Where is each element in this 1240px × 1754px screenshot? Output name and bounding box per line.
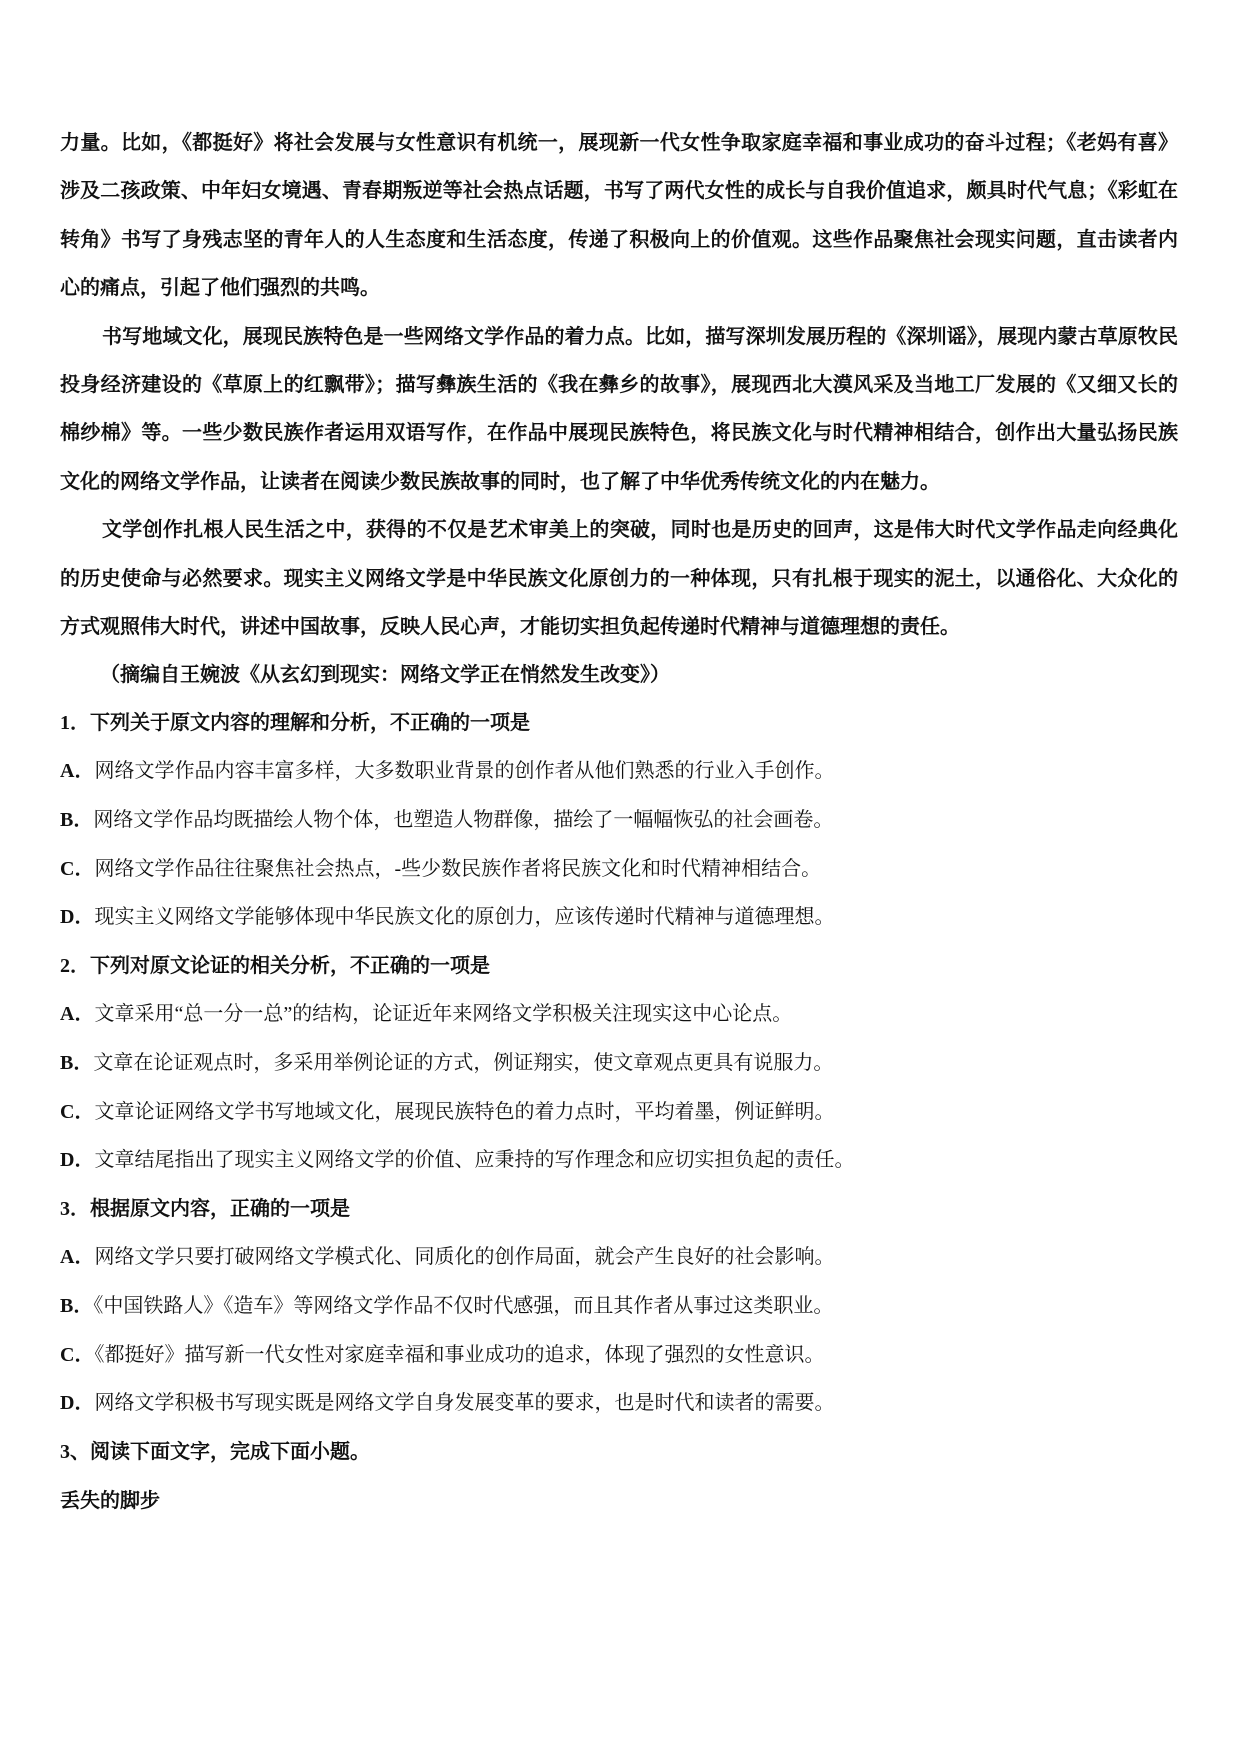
option-letter: A． <box>60 1003 95 1026</box>
option-text: 网络文学作品均既描绘人物个体，也塑造人物群像，描绘了一幅幅恢弘的社会画卷。 <box>93 809 834 832</box>
option-letter: B． <box>60 1295 94 1317</box>
answer-option[interactable] <box>60 1136 1178 1185</box>
passage-source: （摘编自王婉波《从玄幻到现实：网络文学正在悄然发生改变》） <box>100 662 670 687</box>
option-letter: B． <box>60 1052 94 1075</box>
answer-option[interactable] <box>60 747 1178 796</box>
option-letter: C． <box>60 857 95 880</box>
option-text: 网络文学作品内容丰富多样，大多数职业背景的创作者从他们熟悉的行业入手创作。 <box>94 760 835 783</box>
question-stem <box>60 942 1178 991</box>
option-text: 文章在论证观点时，多采用举例论证的方式，例证翔实，使文章观点更具有说服力。 <box>93 1052 834 1075</box>
question-1 <box>60 699 1178 942</box>
question-stem <box>60 699 1178 748</box>
option-letter: A． <box>60 760 95 783</box>
option-text: 现实主义网络文学能够体现中华民族文化的原创力，应该传递时代精神与道德理想。 <box>94 906 835 929</box>
option-text: 文章论证网络文学书写地域文化，展现民族特色的着力点时，平均着墨，例证鲜明。 <box>94 1100 835 1123</box>
option-text: 网络文学只要打破网络文学模式化、同质化的创作局面，就会产生良好的社会影响。 <box>94 1246 835 1269</box>
option-text: 文章结尾指出了现实主义网络文学的价值、应秉持的写作理念和应切实担负起的责任。 <box>94 1149 855 1172</box>
question-3 <box>60 1185 1178 1428</box>
answer-option[interactable] <box>60 796 1178 845</box>
question-number: 3． <box>60 1197 90 1220</box>
passage-paragraph: 文学创作扎根人民生活之中，获得的不仅是艺术审美上的突破，同时也是历史的回声，这是伟大时代文学作品走向经典化的历史使命与必然要求。现实主义网络文学是中华民族文化原创力的一种体现，只有扎根于现实的泥土，以通俗化、大众化的方式观照伟大时代，讲述中国故事，反映人民心声，才能切实担负起传递时代精神与道德理想的责任。 <box>60 517 1178 639</box>
option-letter: A． <box>60 1246 95 1269</box>
answer-option[interactable] <box>60 1379 1178 1428</box>
option-letter: D． <box>60 906 95 929</box>
option-letter: D． <box>60 1392 95 1415</box>
section-instruction: 3、阅读下面文字，完成下面小题。 <box>60 1440 370 1463</box>
question-2 <box>60 942 1178 1185</box>
option-text: 网络文学作品往往聚焦社会热点，-些少数民族作者将民族文化和时代精神相结合。 <box>94 857 822 880</box>
option-letter: B． <box>60 809 94 832</box>
option-letter: C． <box>60 1343 95 1366</box>
answer-option[interactable] <box>60 990 1178 1039</box>
question-text: 下列对原文论证的相关分析，不正确的一项是 <box>90 954 490 977</box>
question-text: 下列关于原文内容的理解和分析，不正确的一项是 <box>90 711 530 734</box>
section-3 <box>60 1428 1178 1525</box>
answer-option[interactable] <box>60 1039 1178 1088</box>
passage-paragraph: 书写地域文化，展现民族特色是一些网络文学作品的着力点。比如，描写深圳发展历程的《深圳谣》，展现内蒙古草原牧民投身经济建设的《草原上的红飘带》；描写彝族生活的《我在彝乡的故事》，展现西北大漠风采及当地工厂发展的《又细又长的棉纱棉》等。一些少数民族作者运用双语写作，在作品中展现民族特色，将民族文化与时代精神相结合，创作出大量弘扬民族文化的网络文学作品，让读者在阅读少数民族故事的同时，也了解了中华优秀传统文化的内在魅力。 <box>60 323 1178 493</box>
option-letter: D． <box>60 1149 95 1172</box>
answer-option[interactable] <box>60 1233 1178 1282</box>
answer-option[interactable] <box>60 1088 1178 1137</box>
exam-page <box>60 118 1178 1525</box>
option-text: 网络文学积极书写现实既是网络文学自身发展变革的要求，也是时代和读者的需要。 <box>94 1392 835 1415</box>
answer-option[interactable] <box>60 1331 1178 1380</box>
question-stem <box>60 1185 1178 1234</box>
option-text: 《中国铁路人》《造车》等网络文学作品不仅时代感强，而且其作者从事过这类职业。 <box>93 1295 834 1317</box>
story-title: 丢失的脚步 <box>60 1488 160 1513</box>
question-number: 2． <box>60 954 90 977</box>
option-letter: C． <box>60 1100 95 1123</box>
question-number: 1． <box>60 711 90 734</box>
option-text: 文章采用“总一分一总”的结构，论证近年来网络文学积极关注现实这中心论点。 <box>94 1003 793 1026</box>
answer-option[interactable] <box>60 845 1178 894</box>
answer-option[interactable] <box>60 1282 1178 1331</box>
reading-passage <box>60 118 1178 699</box>
passage-paragraph: 力量。比如，《都挺好》将社会发展与女性意识有机统一，展现新一代女性争取家庭幸福和事业成功的奋斗过程；《老妈有喜》涉及二孩政策、中年妇女境遇、青春期叛逆等社会热点话题，书写了两代女性的成长与自我价值追求，颇具时代气息；《彩虹在转角》书写了身残志坚的青年人的人生态度和生活态度，传递了积极向上的价值观。这些作品聚焦社会现实问题，直击读者内心的痛点，引起了他们强烈的共鸣。 <box>60 130 1178 300</box>
answer-option[interactable] <box>60 893 1178 942</box>
option-text: 《都挺好》描写新一代女性对家庭幸福和事业成功的追求，体现了强烈的女性意识。 <box>94 1343 825 1366</box>
question-text: 根据原文内容，正确的一项是 <box>90 1197 350 1220</box>
